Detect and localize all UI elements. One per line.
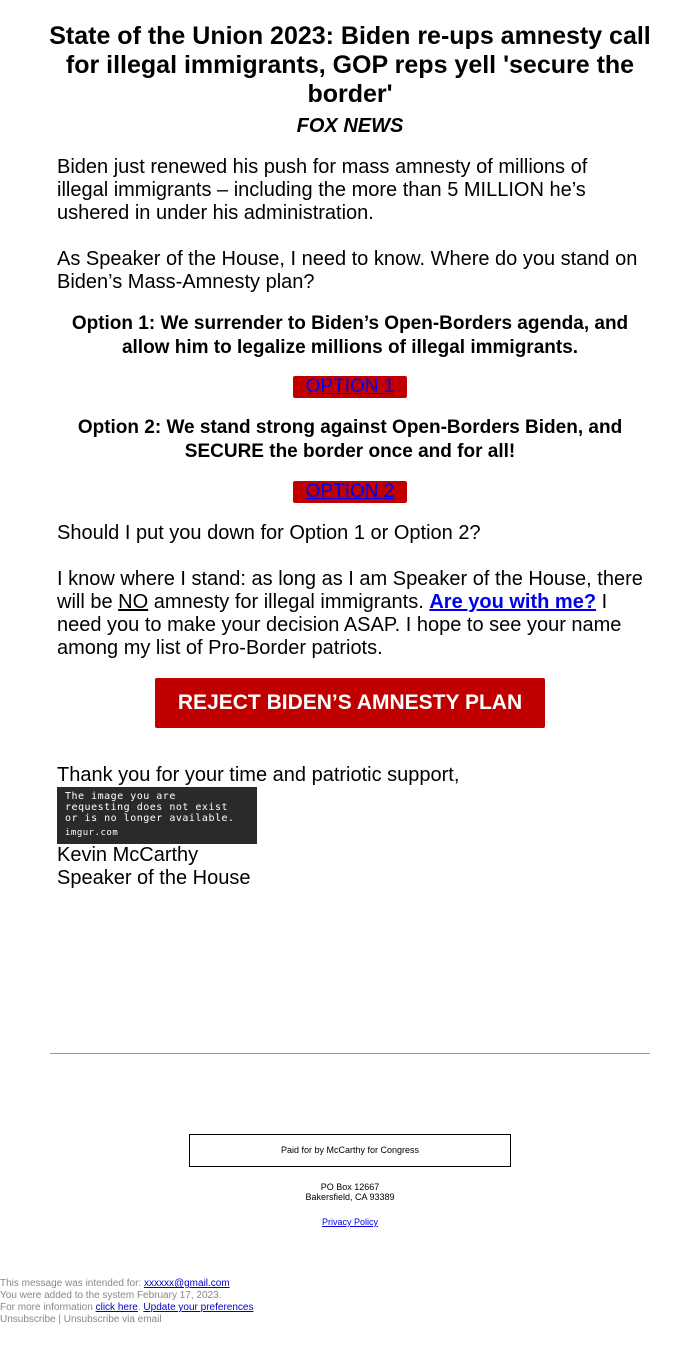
- option-2-button[interactable]: OPTION 2: [293, 481, 407, 503]
- address-line-2: Bakersfield, CA 93389: [305, 1192, 395, 1202]
- info-line: For more information click here. Update your preferences: [0, 1302, 254, 1313]
- paid-for-box: Paid for by McCarthy for Congress: [189, 1134, 511, 1167]
- option-1-text: Option 1: We surrender to Biden’s Open-Borders agenda, and allow him to legalize millions of illegal immigrants.: [71, 313, 629, 358]
- placeholder-line-1: The image you are: [65, 791, 176, 802]
- thanks-line: Thank you for your time and patriotic support,: [57, 764, 460, 786]
- stance-text-2: amnesty for illegal immigrants.: [148, 591, 430, 613]
- info-prefix: For more information: [0, 1302, 96, 1313]
- privacy-policy-link[interactable]: Privacy Policy: [321, 1217, 378, 1227]
- fine-print: [0, 1278, 253, 1326]
- address-line-1: PO Box 12667: [320, 1182, 380, 1192]
- signature-image-placeholder: [57, 787, 257, 844]
- intended-line: [0, 1278, 253, 1290]
- source-label: FOX NEWS: [296, 115, 404, 137]
- stance-text-3: I need you to make your decision ASAP. I hope to see your name among my list of Pro-Border patriots.: [57, 591, 622, 659]
- option-1-button[interactable]: OPTION 1: [293, 376, 407, 398]
- option-2-text: Option 2: We stand strong against Open-Borders Biden, and SECURE the border once and for all!: [77, 417, 623, 462]
- headline: State of the Union 2023: Biden re-ups amnesty call for illegal immigrants, GOP reps yell 'secure the border': [49, 22, 651, 108]
- added-line: You were added to the system February 17, 2023.: [0, 1290, 222, 1301]
- click-here-link[interactable]: click here: [95, 1302, 138, 1313]
- recipient-email-link[interactable]: xxxxxx@gmail.com: [143, 1278, 230, 1289]
- option-question: Should I put you down for Option 1 or Option 2?: [57, 522, 481, 544]
- unsubscribe-line[interactable]: Unsubscribe | Unsubscribe via email: [0, 1314, 162, 1325]
- divider: [50, 1053, 650, 1054]
- reject-amnesty-button[interactable]: REJECT BIDEN’S AMNESTY PLAN: [155, 678, 545, 728]
- intro-paragraph: Biden just renewed his push for mass amnesty of millions of illegal immigrants – including the more than 5 MILLION he’s ushered in under his administration.: [57, 156, 588, 224]
- stance-text-1: I know where I stand: as long as I am Speaker of the House, there will be: [57, 568, 643, 613]
- placeholder-line-2: requesting does not exist: [65, 802, 229, 813]
- are-you-with-me-link[interactable]: Are you with me?: [429, 591, 597, 613]
- placeholder-footer: imgur.com: [65, 828, 119, 838]
- intended-prefix: This message was intended for:: [0, 1278, 144, 1289]
- privacy-wrapper: [189, 1217, 511, 1227]
- stance-paragraph: [57, 568, 643, 660]
- signer-title: Speaker of the House: [57, 867, 251, 889]
- placeholder-line-3: or is no longer available.: [65, 813, 235, 824]
- signer-name: Kevin McCarthy: [57, 844, 199, 866]
- mailing-address: [189, 1182, 511, 1202]
- stance-no: NO: [118, 591, 149, 613]
- update-preferences-link[interactable]: Update your preferences: [143, 1302, 254, 1313]
- question-paragraph: As Speaker of the House, I need to know. Where do you stand on Biden’s Mass-Amnesty plan?: [57, 248, 638, 293]
